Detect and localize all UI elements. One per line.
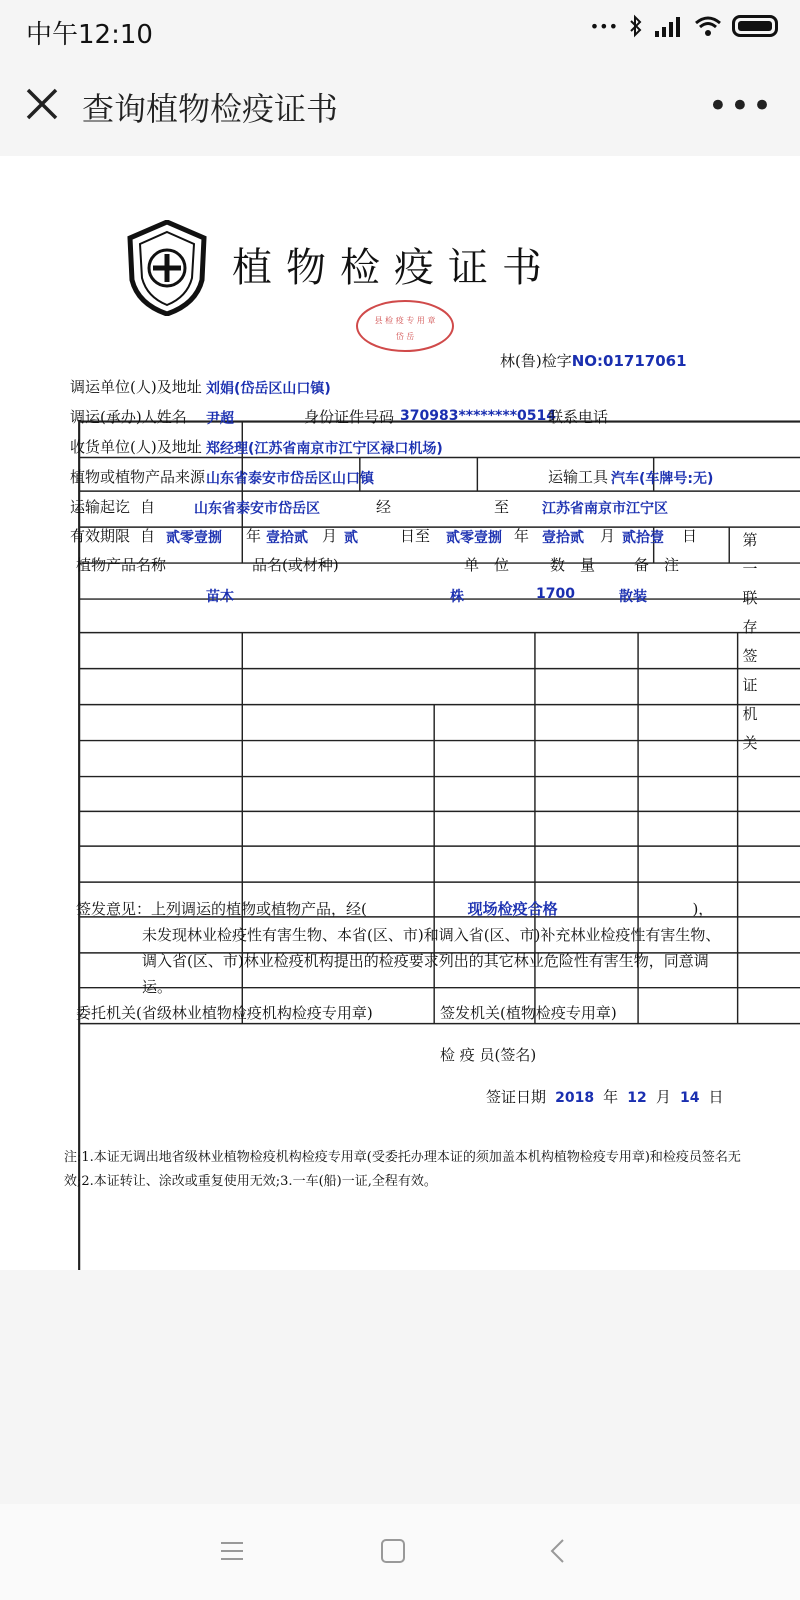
sign-month-word: 月	[655, 1088, 671, 1106]
source-label: 植物或植物产品来源	[70, 468, 206, 486]
sign-year-word: 年	[603, 1088, 619, 1106]
header-quantity: 数 量	[550, 556, 596, 574]
side-char: 第	[742, 531, 758, 549]
status-icons	[590, 14, 778, 38]
sign-year: 2018	[555, 1090, 595, 1106]
sign-month: 12	[627, 1090, 647, 1106]
row1-product: 苗木	[206, 589, 234, 605]
bluetooth-icon	[628, 14, 644, 38]
transport-value: 汽车(车牌号:无)	[611, 471, 714, 487]
more-dots-icon: •••	[589, 16, 618, 36]
entrust-authority-label: 委托机关(省级林业植物检疫机构检疫专用章)	[76, 1004, 373, 1022]
valid-to-month: 壹拾贰	[542, 530, 584, 546]
nav-bar	[0, 60, 800, 156]
header-unit: 单 位	[464, 556, 510, 574]
route-from-value: 山东省泰安市岱岳区	[194, 501, 320, 517]
id-value: 370983********0514	[400, 408, 556, 424]
side-char: 签	[742, 647, 758, 665]
menu-icon[interactable]	[220, 1540, 244, 1562]
sign-date	[486, 1086, 724, 1107]
svg-text:岱 岳: 岱 岳	[395, 332, 415, 341]
battery-icon	[732, 15, 778, 37]
valid-from-month: 壹拾贰	[266, 530, 308, 546]
issuance-opinion	[76, 896, 726, 1000]
header-product: 植物产品名称	[76, 556, 167, 574]
header-note: 备 注	[634, 556, 680, 574]
shipper-label: 调运单位(人)及地址	[70, 378, 202, 396]
day-word: 日	[682, 527, 698, 545]
year-word-1: 年	[246, 527, 262, 545]
valid-from-day: 贰	[344, 530, 358, 546]
side-char: 机	[742, 705, 758, 723]
status-bar	[0, 0, 800, 60]
source-value: 山东省泰安市岱岳区山口镇	[206, 471, 374, 487]
month-word-1: 月	[322, 527, 338, 545]
route-to-word: 至	[494, 498, 510, 516]
side-char: 一	[742, 560, 758, 578]
shipper-value: 刘娟(岱岳区山口镇)	[206, 381, 331, 397]
sign-day-word: 日	[708, 1088, 724, 1106]
opinion-suffix: )，	[692, 900, 714, 918]
home-icon[interactable]	[380, 1538, 406, 1564]
valid-to-day: 贰拾壹	[622, 530, 664, 546]
phone-label: 联系电话	[548, 408, 609, 426]
side-char: 证	[742, 676, 758, 694]
month-word-2: 月	[600, 527, 616, 545]
wifi-icon	[694, 15, 722, 37]
route-from-word: 自	[140, 498, 156, 516]
handler-value: 尹超	[206, 411, 234, 427]
year-word-2: 年	[514, 527, 530, 545]
route-via-word: 经	[376, 498, 392, 516]
validity-label: 有效期限	[70, 527, 131, 545]
row1-qty: 1700	[536, 586, 575, 602]
system-nav-bar	[0, 1504, 800, 1600]
opinion-first-line	[76, 896, 726, 922]
back-icon[interactable]	[548, 1538, 566, 1564]
route-label: 运输起讫	[70, 498, 131, 516]
side-char: 关	[742, 734, 758, 752]
opinion-body: 未发现林业检疫性有害生物、本省(区、市)和调入省(区、市)补充林业检疫性有害生物、调入省(区、市)林业检疫机构提出的检疫要求列出的其它林业危险性有害生物，同意调运。	[142, 926, 721, 996]
row1-note: 散装	[619, 589, 647, 605]
more-menu-icon[interactable]: •••	[707, 86, 774, 126]
opinion-method: 现场检疫合格	[467, 900, 558, 918]
close-icon[interactable]	[22, 84, 62, 124]
status-time: 中午12:10	[26, 20, 153, 50]
handler-label: 调运(承办)人姓名	[70, 408, 187, 426]
side-char: 联	[742, 589, 758, 607]
inspector-label: 检 疫 员(签名)	[440, 1046, 537, 1064]
svg-text:县 检 疫 专 用 章: 县 检 疫 专 用 章	[374, 316, 436, 325]
validity-from-word: 自	[140, 527, 156, 545]
page-title: 查询植物检疫证书	[82, 90, 339, 128]
certificate-note: 注:1.本证无调出地省级林业植物检疫机构检疫专用章(受委托办理本证的须加盖本机构植物检疫专用章)和检疫员签名无效;2.本证转让、涂改或重复使用无效;3.一车(船)一证,全程有效。	[64, 1150, 741, 1189]
opinion-prefix: 签发意见：上列调运的植物或植物产品，经(	[76, 900, 367, 918]
signal-icon	[654, 15, 684, 37]
transport-label: 运输工具	[548, 468, 609, 486]
row1-unit: 株	[450, 589, 464, 605]
document-title: 植物检疫证书	[232, 245, 556, 291]
cert-no-prefix: 林(鲁)检字	[500, 352, 572, 370]
sign-date-label: 签证日期	[486, 1088, 547, 1106]
cert-no-value: NO:01717061	[571, 352, 687, 370]
route-to-value: 江苏省南京市江宁区	[542, 501, 668, 517]
side-copy-label	[739, 526, 761, 758]
side-char: 存	[742, 618, 758, 636]
header-variety: 品名(或材种)	[252, 556, 339, 574]
id-label: 身份证件号码	[304, 408, 395, 426]
valid-from-year: 贰零壹捌	[166, 530, 222, 546]
issuer-authority-label: 签发机关(植物检疫专用章)	[440, 1004, 617, 1022]
receiver-label: 收货单位(人)及地址	[70, 438, 202, 456]
sign-day: 14	[679, 1090, 700, 1106]
valid-to-year: 贰零壹捌	[446, 530, 502, 546]
day-to-word: 日至	[400, 527, 431, 545]
certificate-document	[0, 156, 800, 1270]
receiver-value: 郑经理(江苏省南京市江宁区禄口机场)	[206, 441, 443, 457]
